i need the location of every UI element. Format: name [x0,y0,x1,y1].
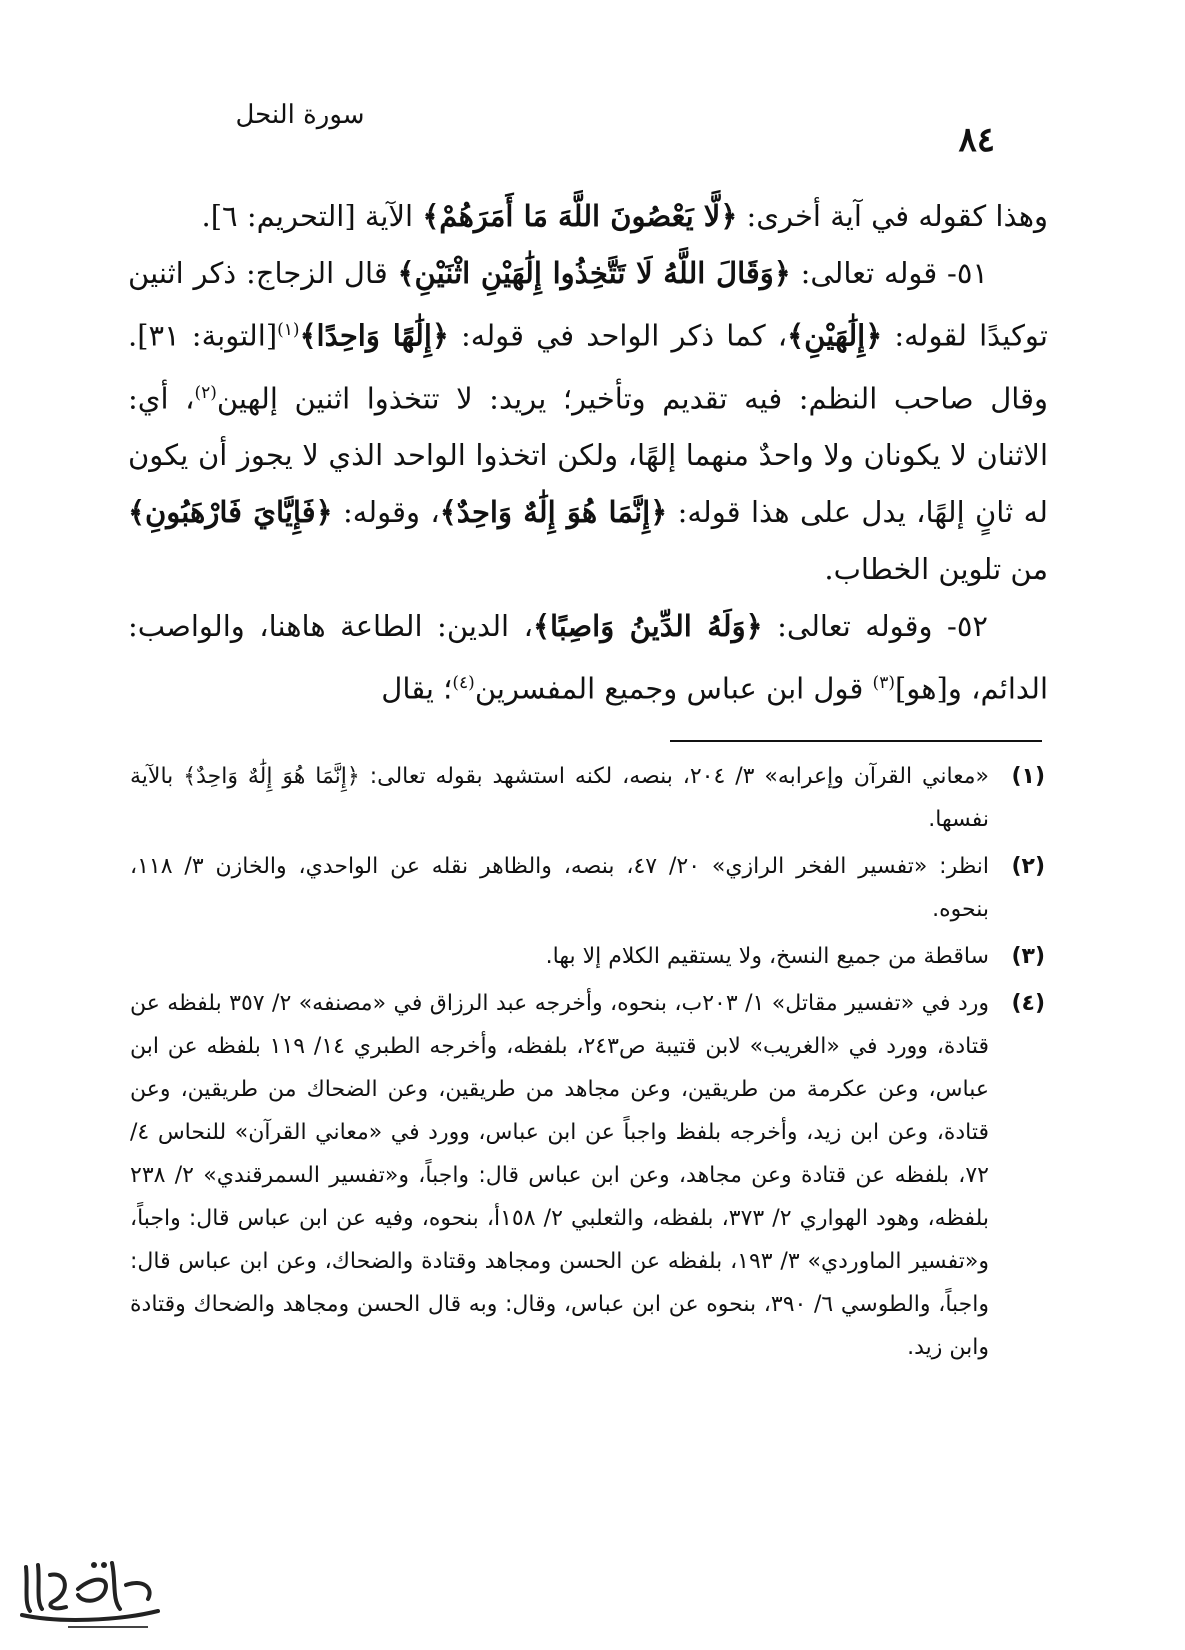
footnote-1 [130,755,1045,841]
quran-verse: ﴿لَّا يَعْصُونَ اللَّهَ مَا أَمَرَهُمْ﴾ [422,199,738,233]
main-text [128,188,1048,718]
footnote-separator [670,740,1042,742]
text-run: ٥٢- وقوله تعالى: [762,609,988,644]
text-run: الآية [التحريم: ٦]. [201,199,423,233]
footnote-ref-4[interactable]: (٤) [452,673,475,694]
footnote-number: (٣) [1011,944,1045,969]
paragraph-1 [128,188,1048,245]
watermark-logo [8,1545,168,1635]
text-run: وهذا كقوله في آية أخرى: [737,199,1048,233]
quran-verse: ﴿وَقَالَ اللَّهُ لَا تَتَّخِذُوا إِلَٰهَيْنِ اثْنَيْنِ﴾ [397,256,791,290]
footnote-ref-3[interactable]: (٣) [872,673,895,694]
quran-verse: ﴿إِلَٰهًا وَاحِدًا﴾ [299,318,449,353]
text-run: [التوبة: ٣١]. وقال صاحب النظم: فيه تقديم وتأخير؛ يريد: لا تتخذوا اثنين إلهين [128,318,1048,416]
page-number: ٨٤ [958,120,995,160]
footnote-number: (١) [1011,764,1045,789]
text-run: ، الدين: الطاعة هاهنا، والواصب: الدائم، و[هو] [128,609,1048,706]
footnote-text: «معاني القرآن وإعرابه» ٣/ ٢٠٤، بنصه، لكنه استشهد بقوله تعالى: ﴿إِنَّمَا هُوَ إِلَٰهٌ وَاحِدٌ﴾ بالآية نفسها. [130,764,990,832]
text-run: ؛ يقال [381,671,453,706]
surah-title: سورة النحل [235,100,365,130]
text-run: ، وقوله: [332,495,440,530]
quran-verse: ﴿إِلَٰهَيْنِ﴾ [787,318,883,353]
footnote-text: ورد في «تفسير مقاتل» ١/ ٢٠٣ب، بنحوه، وأخرجه عبد الرزاق في «مصنفه» ٢/ ٣٥٧ بلفظه عن قتادة، وورد في «الغريب» لابن قتيبة ص٢٤٣، بلفظه، وأخرجه الطبري ١٤/ ١١٩ بلفظه عن ابن عباس، وعن عكرمة من طريقين، وعن مجاهد من طريقين، وعن الضحاك من طريقين، وعن قتادة، وعن ابن زيد، وأخرجه بلفظ واجباً عن ابن عباس، وورد في «معاني القرآن» للنحاس ٤/ ٧٢، بلفظه عن قتادة وعن مجاهد، وعن ابن عباس قال: واجباً، و«تفسير السمرقندي» ٢/ ٢٣٨ بلفظه، وهود الهواري ٢/ ٣٧٣، بلفظه، والثعلبي ٢/ ١٥٨أ، بنحوه، وفيه عن ابن عباس قال: واجباً، و«تفسير الماوردي» ٣/ ١٩٣، بلفظه عن الحسن ومجاهد وقتادة والضحاك، وعن ابن عباس قال: واجباً، والطوسي ٦/ ٣٩٠، بنحوه عن ابن عباس، وقال: وبه قال الحسن ومجاهد والضحاك وقتادة وابن زيد. [130,991,990,1360]
footnote-number: (٢) [1011,854,1045,879]
paragraph-3 [128,598,1048,718]
text-run: قال الزجاج: ذكر اثنين توكيدًا لقوله: [128,256,1048,353]
watermark-logo-dot [91,1562,97,1568]
footnote-ref-1[interactable]: (١) [277,320,300,340]
text-run: من تلوين الخطاب. [824,552,1048,587]
footnote-number: (٤) [1011,991,1045,1016]
footnote-4 [130,982,1045,1369]
watermark-logo-stroke [22,1563,158,1620]
footnote-ref-2[interactable]: (٢) [194,382,217,403]
text-run: ، كما ذكر الواحد في قوله: [448,318,788,353]
footnote-text: ساقطة من جميع النسخ، ولا يستقيم الكلام إلا بها. [545,944,989,969]
text-run: ، أي: الاثنان لا يكونان ولا واحدٌ منهما إلهًا، ولكن اتخذوا الواحد الذي لا يجوز أن يكون له ثانٍ إلهًا، يدل على هذا قوله: [128,381,1048,530]
quran-verse: ﴿وَلَهُ الدِّينُ وَاصِبًا﴾ [532,609,763,644]
text-run: ٥١- قوله تعالى: [790,256,988,290]
quran-verse: ﴿فَإِيَّايَ فَارْهَبُونِ﴾ [128,495,333,530]
footnote-2 [130,845,1045,931]
paragraph-2 [128,245,1048,598]
footnotes [130,755,1045,1373]
footnote-3 [130,935,1045,978]
watermark-logo-dot [101,1562,107,1568]
quran-verse: ﴿إِنَّمَا هُوَ إِلَٰهٌ وَاحِدٌ﴾ [439,495,668,530]
text-run: قول ابن عباس وجميع المفسرين [474,671,873,706]
footnote-text: انظر: «تفسير الفخر الرازي» ٢٠/ ٤٧، بنصه، والظاهر نقله عن الواحدي، والخازن ٣/ ١١٨، بنحوه. [130,854,990,922]
